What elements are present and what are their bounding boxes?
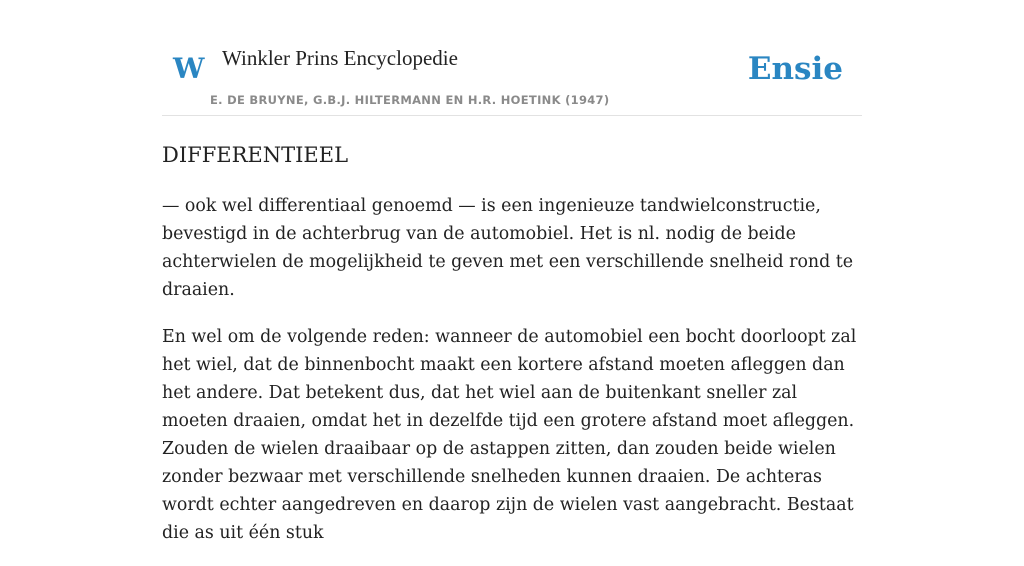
book-logo[interactable]: W [173,52,205,85]
page [162,0,862,543]
article-title: DIFFERENTIEEL [162,143,349,167]
book-authors: E. DE BRUYNE, G.B.J. HILTERMANN EN H.R. HOETINK (1947) [210,93,610,107]
ensie-logo[interactable]: Ensie [747,51,843,87]
book-title-link[interactable]: Winkler Prins Encyclopedie [222,46,458,70]
header [162,0,862,116]
article-body [162,192,862,566]
article-paragraph: En wel om de volgende reden: wanneer de automobiel een bocht doorloopt zal het wiel, dat de binnenbocht maakt een kortere afstand moeten afleggen dan het andere. Dat betekent dus, dat het wiel aan de buitenkant sneller zal moeten draaien, omdat het in dezelfde tijd een grotere afstand moet afleggen. Zouden de wielen draaibaar op de astappen zitten, dan zouden beide wielen zonder bezwaar met verschillende snelheden kunnen draaien. De achteras wordt echter aangedreven en daarop zijn de wielen vast aangebracht. Bestaat die as uit één stuk [162,327,857,543]
article-paragraph: — ook wel differentiaal genoemd — is een ingenieuze tandwielconstructie, bevestigd in de achterbrug van de automobiel. Het is nl. nodig de beide achterwielen de mogelijkheid te geven met een verschillende snelheid rond te draaien. [162,196,854,300]
